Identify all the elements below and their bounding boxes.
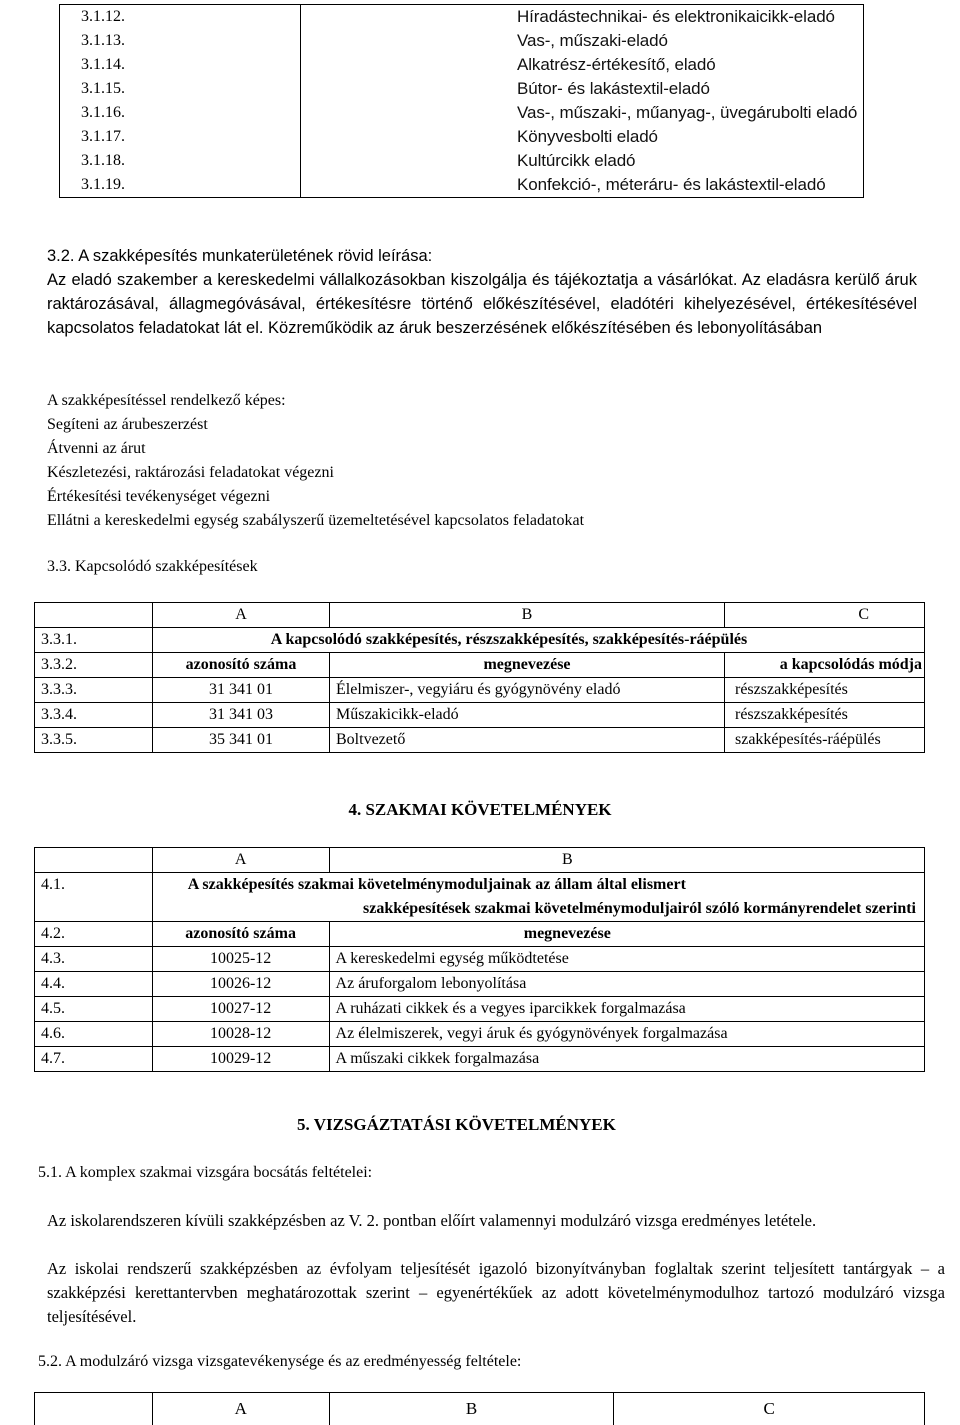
occupation-name: Vas-, műszaki-, műanyag-, üvegárubolti eladó xyxy=(301,101,864,125)
t2-sub-name: megnevezése xyxy=(330,653,725,678)
t3-sub-id: azonosító száma xyxy=(152,922,329,947)
module-exam-table xyxy=(34,1392,925,1425)
t3-sub-name: megnevezése xyxy=(329,922,924,947)
capable-list xyxy=(47,413,917,533)
t2-row-num: 3.3.4. xyxy=(35,703,153,728)
t2-col-a: A xyxy=(153,603,330,628)
t3-row-id: 10027-12 xyxy=(152,997,329,1022)
occupation-number: 3.1.15. xyxy=(60,77,301,101)
t3-row-name: A műszaki cikkek forgalmazása xyxy=(329,1047,924,1072)
occupation-number: 3.1.18. xyxy=(60,149,301,173)
occupation-table xyxy=(59,4,864,198)
t3-title-line1: A szakképesítés szakmai követelménymoduljainak az állam által elismert xyxy=(152,873,924,898)
section-3-2-body: Az eladó szakember a kereskedelmi vállalkozásokban kiszolgálja és tájékoztatja a vásárlókat. Az eladásra kerülő áruk raktározásával, állagmegóvásával, értékesítésre történő előkészítésével, eladótéri kihelyezésével, értékesítésével kapcsolatos feladatokat lát el. Közreműködik az áruk beszerzésének előkészítésében és lebonyolításában xyxy=(47,268,917,340)
t3-row-id: 10026-12 xyxy=(152,972,329,997)
occupation-name: Kultúrcikk eladó xyxy=(301,149,864,173)
occupation-name: Konfekció-, méteráru- és lakástextil-eladó xyxy=(301,173,864,198)
t3-row-num: 4.3. xyxy=(35,947,153,972)
t2-row-mode: szakképesítés-ráépülés xyxy=(725,728,925,753)
t4-col-c: C xyxy=(614,1393,925,1425)
related-qualifications-table xyxy=(34,602,925,753)
t3-row-num: 4.6. xyxy=(35,1022,153,1047)
occupation-row xyxy=(60,5,864,30)
occupation-row xyxy=(60,125,864,149)
t3-row-name: A kereskedelmi egység működtetése xyxy=(329,947,924,972)
section-4-heading: 4. SZAKMAI KÖVETELMÉNYEK xyxy=(0,798,960,822)
t2-title: A kapcsolódó szakképesítés, részszakképesítés, szakképesítés-ráépülés xyxy=(153,628,925,653)
t3-row-id: 10029-12 xyxy=(152,1047,329,1072)
capable-item: Értékesítési tevékenységet végezni xyxy=(47,485,917,509)
t2-sub-id: azonosító száma xyxy=(153,653,330,678)
t2-sub-num: 3.3.2. xyxy=(35,653,153,678)
t3-row-num: 4.4. xyxy=(35,972,153,997)
capable-intro: A szakképesítéssel rendelkező képes: xyxy=(47,389,917,413)
t2-row-id: 35 341 01 xyxy=(153,728,330,753)
section-5-para2: Az iskolai rendszerű szakképzésben az évfolyam teljesítését igazoló bizonyítványban foglaltak szerint teljesített tantárgyak – a szakképzési kerettantervben meghatározottak szerint – egyenértékűek az adott követelménymodulhoz tartozó modulzáró vizsga teljesítésével. xyxy=(47,1257,945,1329)
t3-title-line2: szakképesítések szakmai követelménymoduljairól szóló kormányrendelet szerinti xyxy=(152,897,924,922)
section-5-heading: 5. VIZSGÁZTATÁSI KÖVETELMÉNYEK xyxy=(297,1113,616,1137)
t3-title-num-cont xyxy=(35,897,153,922)
occupation-number: 3.1.16. xyxy=(60,101,301,125)
t4-corner xyxy=(35,1393,153,1425)
occupation-name: Könyvesbolti eladó xyxy=(301,125,864,149)
occupation-row xyxy=(60,149,864,173)
t2-col-b: B xyxy=(330,603,725,628)
t4-col-a: A xyxy=(152,1393,329,1425)
occupation-row xyxy=(60,53,864,77)
capable-item: Átvenni az árut xyxy=(47,437,917,461)
capable-item: Segíteni az árubeszerzést xyxy=(47,413,917,437)
occupation-row xyxy=(60,101,864,125)
occupation-row xyxy=(60,29,864,53)
t2-title-num: 3.3.1. xyxy=(35,628,153,653)
occupation-row xyxy=(60,77,864,101)
t3-col-a: A xyxy=(152,848,329,873)
t3-row-name: Az áruforgalom lebonyolítása xyxy=(329,972,924,997)
t3-row-name: A ruházati cikkek és a vegyes iparcikkek forgalmazása xyxy=(329,997,924,1022)
capable-item: Ellátni a kereskedelmi egység szabályszerű üzemeltetésével kapcsolatos feladatokat xyxy=(47,509,917,533)
t2-corner xyxy=(35,603,153,628)
professional-requirements-table xyxy=(34,847,925,1072)
section-5-1: 5.1. A komplex szakmai vizsgára bocsátás feltételei: xyxy=(38,1161,908,1185)
t2-row-mode: részszakképesítés xyxy=(725,678,925,703)
t3-row-num: 4.5. xyxy=(35,997,153,1022)
t3-row-num: 4.7. xyxy=(35,1047,153,1072)
t2-row-num: 3.3.3. xyxy=(35,678,153,703)
occupation-name: Bútor- és lakástextil-eladó xyxy=(301,77,864,101)
t2-col-c: C xyxy=(725,603,925,628)
section-5-para1: Az iskolarendszeren kívüli szakképzésben az V. 2. pontban előírt valamennyi modulzáró vizsga eredményes letétele. xyxy=(47,1209,945,1233)
occupation-number: 3.1.14. xyxy=(60,53,301,77)
occupation-name: Alkatrész-értékesítő, eladó xyxy=(301,53,864,77)
t2-row-mode: részszakképesítés xyxy=(725,703,925,728)
occupation-number: 3.1.12. xyxy=(60,5,301,30)
occupation-number: 3.1.13. xyxy=(60,29,301,53)
capable-item: Készletezési, raktározási feladatokat végezni xyxy=(47,461,917,485)
t2-row-num: 3.3.5. xyxy=(35,728,153,753)
t4-col-b: B xyxy=(329,1393,614,1425)
occupation-name: Híradástechnikai- és elektronikaicikk-eladó xyxy=(301,5,864,30)
occupation-number: 3.1.17. xyxy=(60,125,301,149)
t3-col-b: B xyxy=(329,848,924,873)
t3-title-num: 4.1. xyxy=(35,873,153,898)
t2-row-name: Műszakicikk-eladó xyxy=(330,703,725,728)
t2-row-id: 31 341 03 xyxy=(153,703,330,728)
section-3-3-heading: 3.3. Kapcsolódó szakképesítések xyxy=(47,555,917,579)
occupation-number: 3.1.19. xyxy=(60,173,301,198)
t2-row-name: Boltvezető xyxy=(330,728,725,753)
t2-row-name: Élelmiszer-, vegyiáru és gyógynövény eladó xyxy=(330,678,725,703)
t3-row-id: 10028-12 xyxy=(152,1022,329,1047)
t3-row-id: 10025-12 xyxy=(152,947,329,972)
occupation-name: Vas-, műszaki-eladó xyxy=(301,29,864,53)
t2-row-id: 31 341 01 xyxy=(153,678,330,703)
t3-corner xyxy=(35,848,153,873)
section-3-2-heading: 3.2. A szakképesítés munkaterületének rövid leírása: xyxy=(47,244,917,268)
occupation-row xyxy=(60,173,864,198)
t2-sub-mode: a kapcsolódás módja xyxy=(725,653,925,678)
t3-row-name: Az élelmiszerek, vegyi áruk és gyógynövények forgalmazása xyxy=(329,1022,924,1047)
t3-sub-num: 4.2. xyxy=(35,922,153,947)
section-5-2: 5.2. A modulzáró vizsga vizsgatevékenysége és az eredményesség feltétele: xyxy=(38,1350,908,1374)
